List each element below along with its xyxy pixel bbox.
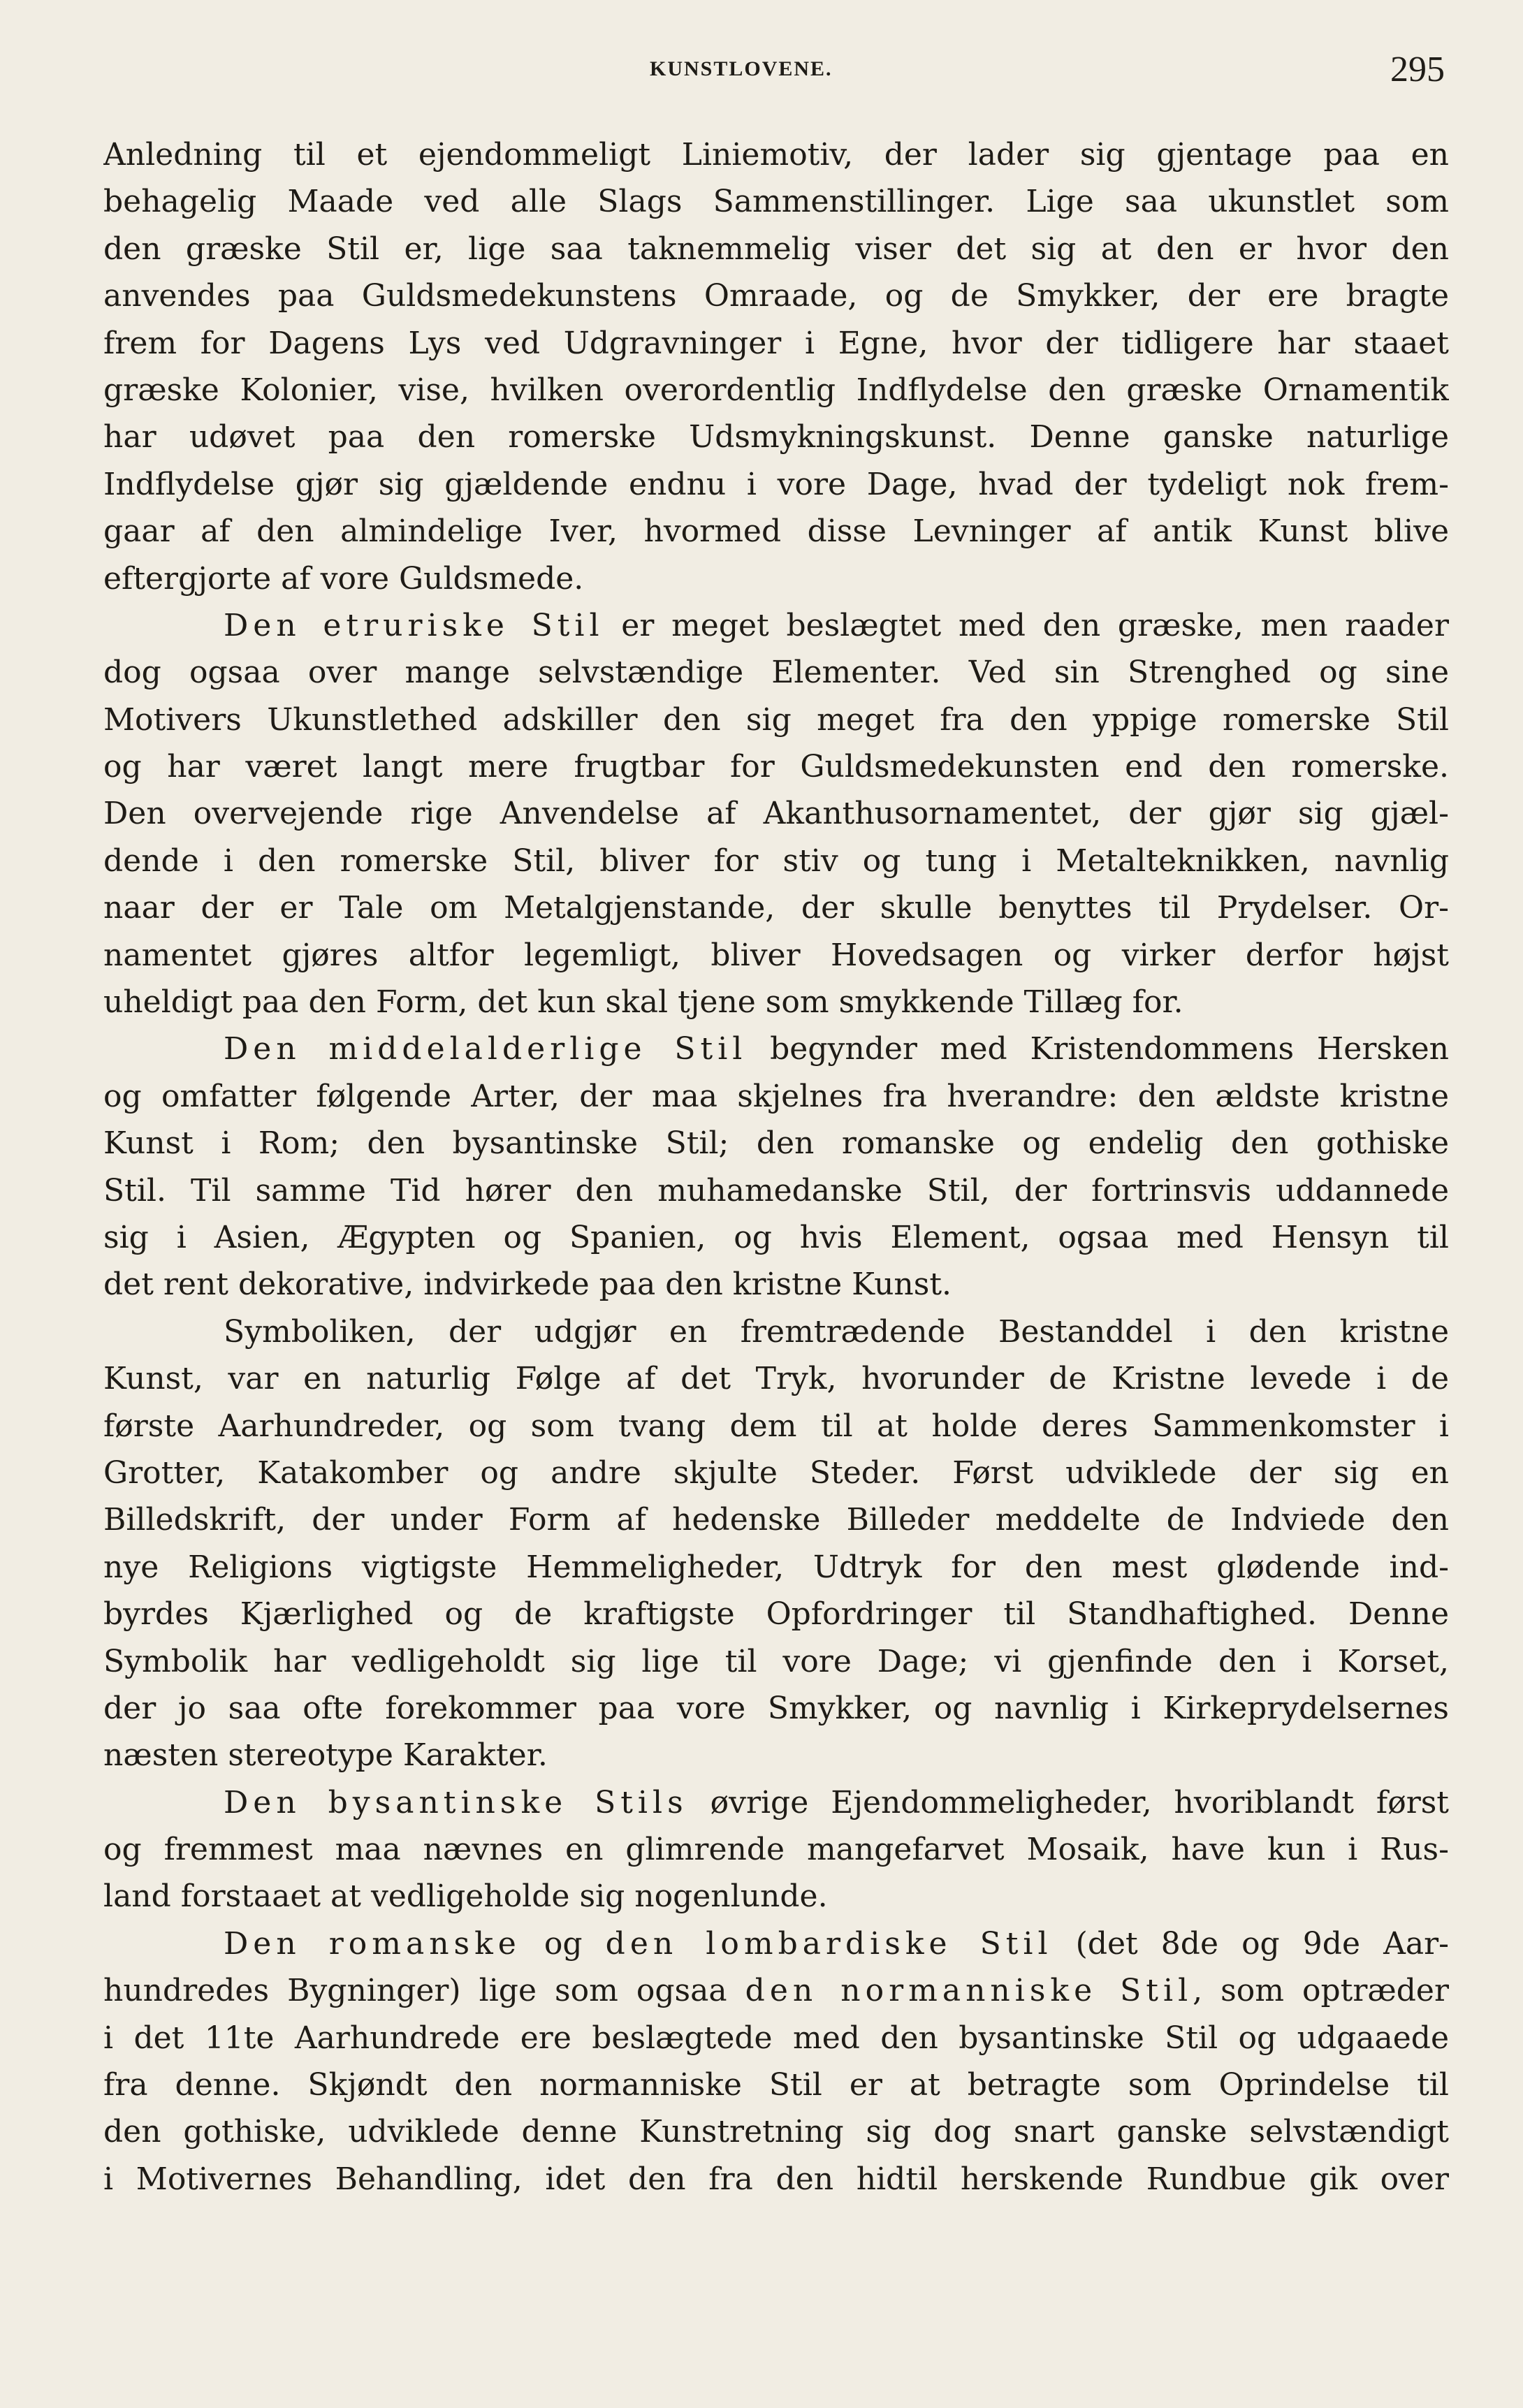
text-line <box>103 979 1449 1026</box>
text-line <box>103 1120 1449 1167</box>
text-line <box>103 1591 1449 1637</box>
text-line <box>103 414 1449 460</box>
text-segment: og har været langt mere frugtbar for Guldsmedekunsten end den romerske. <box>103 749 1449 785</box>
text-line <box>103 1732 1449 1779</box>
text-line <box>103 1308 1449 1355</box>
text-line <box>103 838 1449 884</box>
text-segment: , som optræder <box>1193 1973 1449 2009</box>
running-head <box>0 49 1523 91</box>
text-line <box>103 1355 1449 1402</box>
text-segment: har udøvet paa den romerske Udsmykningskunst. Denne ganske naturlige <box>103 419 1449 455</box>
text-line <box>103 1920 1449 1967</box>
text-line <box>103 649 1449 696</box>
text-segment: øvrige Ejendommeligheder, hvoriblandt først <box>687 1784 1449 1820</box>
text-line <box>103 131 1449 178</box>
text-segment: uheldigt paa den Form, det kun skal tjene som smykkende Tillæg for. <box>103 984 1183 1021</box>
text-segment: og fremmest maa nævnes en glimrende mangefarvet Mosaik, have kun i Rus- <box>103 1832 1449 1868</box>
text-segment: naar der er Tale om Metalgjenstande, der skulle benyttes til Prydelser. Or- <box>103 890 1449 926</box>
text-segment: nye Religions vigtigste Hemmeligheder, Udtryk for den mest glødende ind- <box>103 1549 1449 1585</box>
text-line <box>103 1826 1449 1873</box>
text-segment: der jo saa ofte forekommer paa vore Smykker, og navnlig i Kirkeprydelsernes <box>103 1690 1449 1726</box>
text-segment: (det 8de og 9de Aar- <box>1052 1925 1449 1962</box>
text-line <box>103 320 1449 367</box>
text-line <box>103 555 1449 602</box>
text-segment: gaar af den almindelige Iver, hvormed disse Levninger af antik Kunst blive <box>103 513 1449 550</box>
text-segment: frem for Dagens Lys ved Udgravninger i Egne, hvor der tidligere har staaet <box>103 325 1449 361</box>
text-segment: Anledning til et ejendommeligt Liniemotiv, der lader sig gjentage paa en <box>103 137 1449 173</box>
text-line <box>103 1214 1449 1261</box>
text-segment: Symbolik har vedligeholdt sig lige til vore Dage; vi gjenfinde den i Korset, <box>103 1643 1449 1679</box>
text-line <box>103 367 1449 414</box>
text-segment: næsten stereotype Karakter. <box>103 1737 548 1774</box>
text-segment: land forstaaet at vedligeholde sig nogenlunde. <box>103 1878 828 1915</box>
text-segment: Motivers Ukunstlethed adskiller den sig meget fra den yppige romerske Stil <box>103 701 1449 738</box>
text-segment: græske Kolonier, vise, hvilken overordentlig Indflydelse den græske Ornamentik <box>103 372 1449 408</box>
text-line <box>103 743 1449 790</box>
text-line <box>103 226 1449 272</box>
text-segment: Kunst, var en naturlig Følge af det Tryk, hvorunder de Kristne levede i de <box>103 1361 1449 1397</box>
text-segment: behagelig Maade ved alle Slags Sammenstillinger. Lige saa ukunstlet som <box>103 184 1449 220</box>
text-line <box>103 1685 1449 1732</box>
text-line <box>103 178 1449 225</box>
spaced-term: Den etruriske Stil <box>224 607 604 643</box>
text-line <box>103 1073 1449 1120</box>
text-line <box>103 1779 1449 1826</box>
text-line <box>103 1544 1449 1591</box>
text-segment: første Aarhundreder, og som tvang dem til at holde deres Sammenkomster i <box>103 1408 1449 1444</box>
text-segment: begynder med Kristendommens Hersken <box>747 1031 1449 1067</box>
text-segment: dog ogsaa over mange selvstændige Elementer. Ved sin Strenghed og sine <box>103 655 1449 691</box>
text-segment: byrdes Kjærlighed og de kraftigste Opfordringer til Standhaftighed. Denne <box>103 1596 1449 1633</box>
text-segment: eftergjorte af vore Guldsmede. <box>103 560 584 597</box>
text-segment: Kunst i Rom; den bysantinske Stil; den romanske og endelig den gothiske <box>103 1125 1449 1162</box>
text-line <box>103 1403 1449 1450</box>
text-segment: og omfatter følgende Arter, der maa skjelnes fra hverandre: den ældste kristne <box>103 1078 1449 1114</box>
text-line <box>103 1967 1449 2014</box>
text-segment: anvendes paa Guldsmedekunstens Omraade, og de Smykker, der ere bragte <box>103 278 1449 314</box>
text-line <box>103 1638 1449 1685</box>
text-line <box>103 508 1449 555</box>
text-segment: og <box>520 1925 606 1962</box>
running-title: KUNSTLOVENE. <box>650 57 833 80</box>
text-segment: fra denne. Skjøndt den normanniske Stil er at betragte som Oprindelse til <box>103 2067 1449 2103</box>
spaced-term: den normanniske Stil <box>745 1973 1193 2009</box>
text-line <box>103 2015 1449 2062</box>
text-segment: Indflydelse gjør sig gjældende endnu i vore Dage, hvad der tydeligt nok frem- <box>103 466 1449 502</box>
text-segment: Den overvejende rige Anvendelse af Akanthusornamentet, der gjør sig gjæl- <box>103 796 1449 832</box>
text-segment: dende i den romerske Stil, bliver for stiv og tung i Metalteknikken, navnlig <box>103 842 1449 879</box>
text-line <box>103 884 1449 931</box>
spaced-term: Den middelalderlige Stil <box>224 1031 748 1067</box>
text-line <box>103 790 1449 837</box>
spaced-term: Den romanske <box>224 1925 521 1962</box>
page-number: 295 <box>1390 50 1445 89</box>
text-segment: hundredes Bygninger) lige som ogsaa <box>103 1973 745 2009</box>
text-line <box>103 1496 1449 1543</box>
text-segment: namentet gjøres altfor legemligt, bliver Hovedsagen og virker derfor højst <box>103 937 1449 973</box>
text-segment: i det 11te Aarhundrede ere beslægtede med den bysantinske Stil og udgaaede <box>103 2020 1449 2056</box>
text-segment: er meget beslægtet med den græske, men raader <box>604 607 1449 643</box>
text-line <box>103 1167 1449 1214</box>
text-line <box>103 461 1449 508</box>
text-line <box>103 1450 1449 1496</box>
text-line <box>103 932 1449 979</box>
text-segment: sig i Asien, Ægypten og Spanien, og hvis Element, ogsaa med Hensyn til <box>103 1219 1449 1255</box>
text-line <box>103 696 1449 743</box>
spaced-term: Den bysantinske Stils <box>224 1784 688 1820</box>
text-line <box>103 602 1449 649</box>
text-line <box>103 2108 1449 2155</box>
body-text <box>103 131 1449 2203</box>
text-segment: den græske Stil er, lige saa taknemmelig viser det sig at den er hvor den <box>103 231 1449 267</box>
text-segment: i Motivernes Behandling, idet den fra den hidtil herskende Rundbue gik over <box>103 2161 1449 2197</box>
text-line <box>103 1026 1449 1072</box>
text-segment: Symboliken, der udgjør en fremtrædende Bestanddel i den kristne <box>224 1313 1449 1350</box>
text-line <box>103 1873 1449 1920</box>
text-segment: det rent dekorative, indvirkede paa den kristne Kunst. <box>103 1267 952 1303</box>
text-segment: Billedskrift, der under Form af hedenske Billeder meddelte de Indviede den <box>103 1502 1449 1538</box>
text-line <box>103 2062 1449 2108</box>
text-line <box>103 1261 1449 1308</box>
text-segment: den gothiske, udviklede denne Kunstretning sig dog snart ganske selvstændigt <box>103 2114 1449 2150</box>
text-segment: Stil. Til samme Tid hører den muhamedanske Stil, der fortrinsvis uddannede <box>103 1172 1449 1209</box>
text-segment: Grotter, Katakomber og andre skjulte Steder. Først udviklede der sig en <box>103 1454 1449 1491</box>
text-line <box>103 272 1449 319</box>
text-line <box>103 2156 1449 2203</box>
spaced-term: den lombardiske Stil <box>605 1925 1053 1962</box>
